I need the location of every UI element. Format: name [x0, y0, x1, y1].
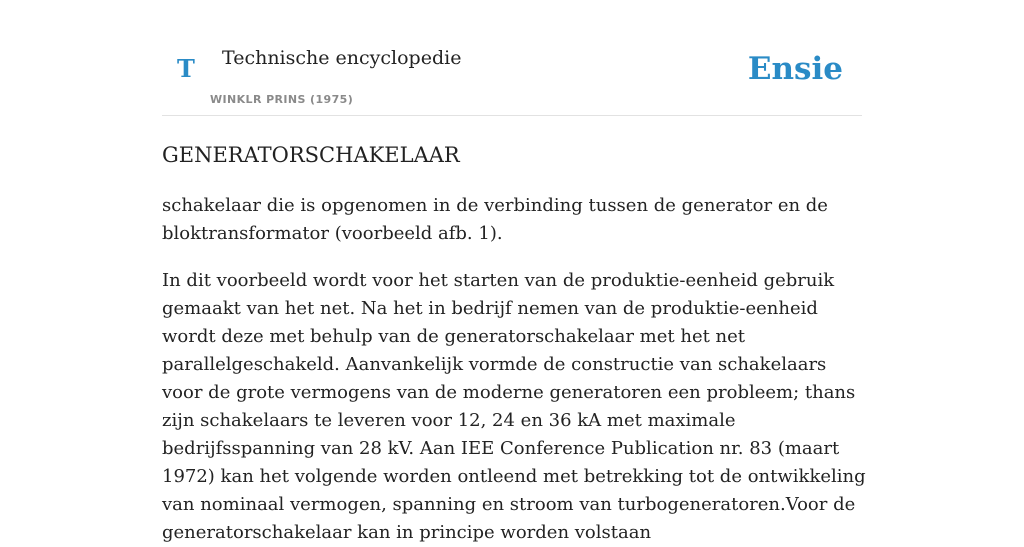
site-header: [162, 0, 862, 116]
ensie-logo[interactable]: Ensie: [747, 51, 843, 87]
article: [162, 138, 866, 547]
article-paragraph: In dit voorbeeld wordt voor het starten van de produktie-eenheid gebruik gemaakt van het net. Na het in bedrijf nemen van de produktie-eenheid wordt deze met behulp van de generatorschakelaar met het net parallelgeschakeld. Aanvankelijk vormde de constructie van schakelaars voor de grote vermogens van de moderne generatoren een probleem; thans zijn schakelaars te leveren voor 12, 24 en 36 kA met maximale bedrijfsspanning van 28 kV. Aan IEE Conference Publication nr. 83 (maart 1972) kan het volgende worden ontleend met betrekking tot de ontwikkeling van nominaal vermogen, spanning en stroom van turbogeneratoren.Voor de generatorschakelaar kan in principe worden volstaan: [162, 270, 866, 543]
article-title: GENERATORSCHAKELAAR: [162, 143, 460, 167]
article-paragraph: schakelaar die is opgenomen in de verbinding tussen de generator en de bloktransformator (voorbeeld afb. 1).: [162, 195, 828, 244]
site-title[interactable]: Technische encyclopedie: [222, 47, 462, 69]
source-subtitle: WINKLR PRINS (1975): [210, 93, 354, 106]
logo-t-icon[interactable]: T: [177, 54, 195, 83]
